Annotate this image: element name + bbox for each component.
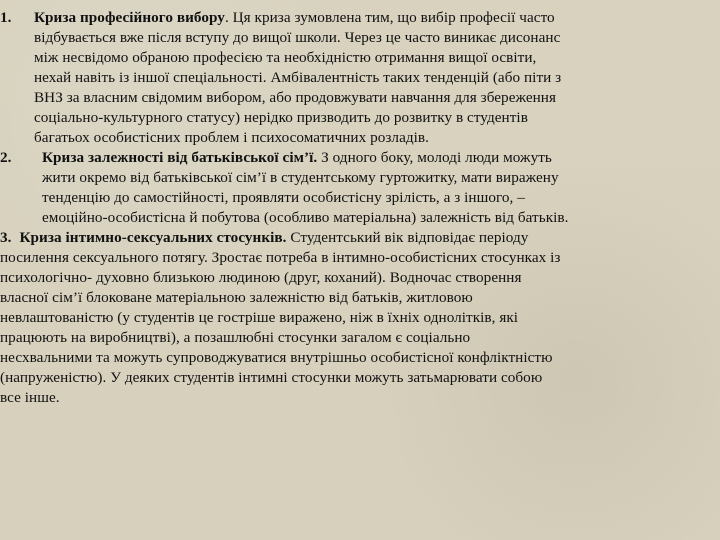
item-2-title: Криза залежності від батьківської сім’ї. bbox=[42, 149, 318, 166]
item-3-line-2: психологічно- духовно близькою людиною (друг, коханий). Водночас створення bbox=[0, 269, 522, 286]
item-3-line-5: працюють на виробництві), а позашлюбні стосунки загалом є соціально bbox=[0, 329, 471, 346]
item-3-line-4: невлаштованістю (у студентів це гостріше виражено, ніж в їхніх однолітків, які bbox=[0, 309, 519, 326]
item-2-line-3: емоційно-особистісна й побутова (особливо матеріальна) залежність від батьків. bbox=[42, 209, 569, 226]
item-3-lead: Студентський вік відповідає періоду bbox=[286, 229, 529, 246]
item-1-line-1: відбувається вже після вступу до вищої школи. Через це часто виникає дисонанс bbox=[34, 29, 561, 46]
item-3-line-3: власної сім’ї блоковане матеріальною залежністю від батьків, житловою bbox=[0, 289, 473, 306]
item-1-title: Криза професійного вибору bbox=[34, 9, 225, 26]
slide-text bbox=[0, 8, 716, 408]
item-1-first-line bbox=[0, 8, 716, 28]
item-3-title: Криза інтимно-сексуальних стосунків. bbox=[19, 229, 287, 246]
item-2-text bbox=[34, 148, 716, 168]
item-3-first-line bbox=[0, 228, 716, 248]
item-3-line-1: посилення сексуального потягу. Зростає потреба в інтимно-особистісних стосунках із bbox=[0, 249, 561, 266]
item-3-line-8: все інше. bbox=[0, 389, 60, 406]
item-1-text bbox=[34, 8, 716, 28]
item-3-number: 3. bbox=[0, 229, 12, 246]
item-1-line-3: нехай навіть із іншої спеціальності. Амбівалентність таких тенденцій (або піти з bbox=[34, 69, 562, 86]
item-1-line-4: ВНЗ за власним свідомим вибором, або продовжувати навчання для збереження bbox=[34, 89, 557, 106]
item-1-line-6: багатьох особистісних проблем і психосоматичних розладів. bbox=[34, 129, 429, 146]
item-3-line-6: несхвальними та можуть супроводжуватися внутрішньо особистісної конфліктністю bbox=[0, 349, 553, 366]
item-2-line-2: тенденцію до самостійності, проявляти особистісну зрілість, а з іншого, – bbox=[42, 189, 525, 206]
item-1-line-2: між несвідомо обраною професією та необхідністю отримання вищої освіти, bbox=[34, 49, 537, 66]
item-2-first-line bbox=[0, 148, 716, 168]
item-2-lead: З одного боку, молоді люди можуть bbox=[317, 149, 552, 166]
item-2-number: 2. bbox=[0, 149, 12, 166]
item-3-line-7: (напруженістю). У деяких студентів інтимні стосунки можуть затьмарювати собою bbox=[0, 369, 543, 386]
item-1-number: 1. bbox=[0, 9, 12, 26]
item-1-line-5: соціально-культурного статусу) нерідко призводить до розвитку в студентів bbox=[34, 109, 528, 126]
item-2-line-1: жити окремо від батьківської сім’ї в студентському гуртожитку, мати виражену bbox=[42, 169, 559, 186]
item-1-lead: . Ця криза зумовлена тим, що вибір професії часто bbox=[224, 9, 555, 26]
